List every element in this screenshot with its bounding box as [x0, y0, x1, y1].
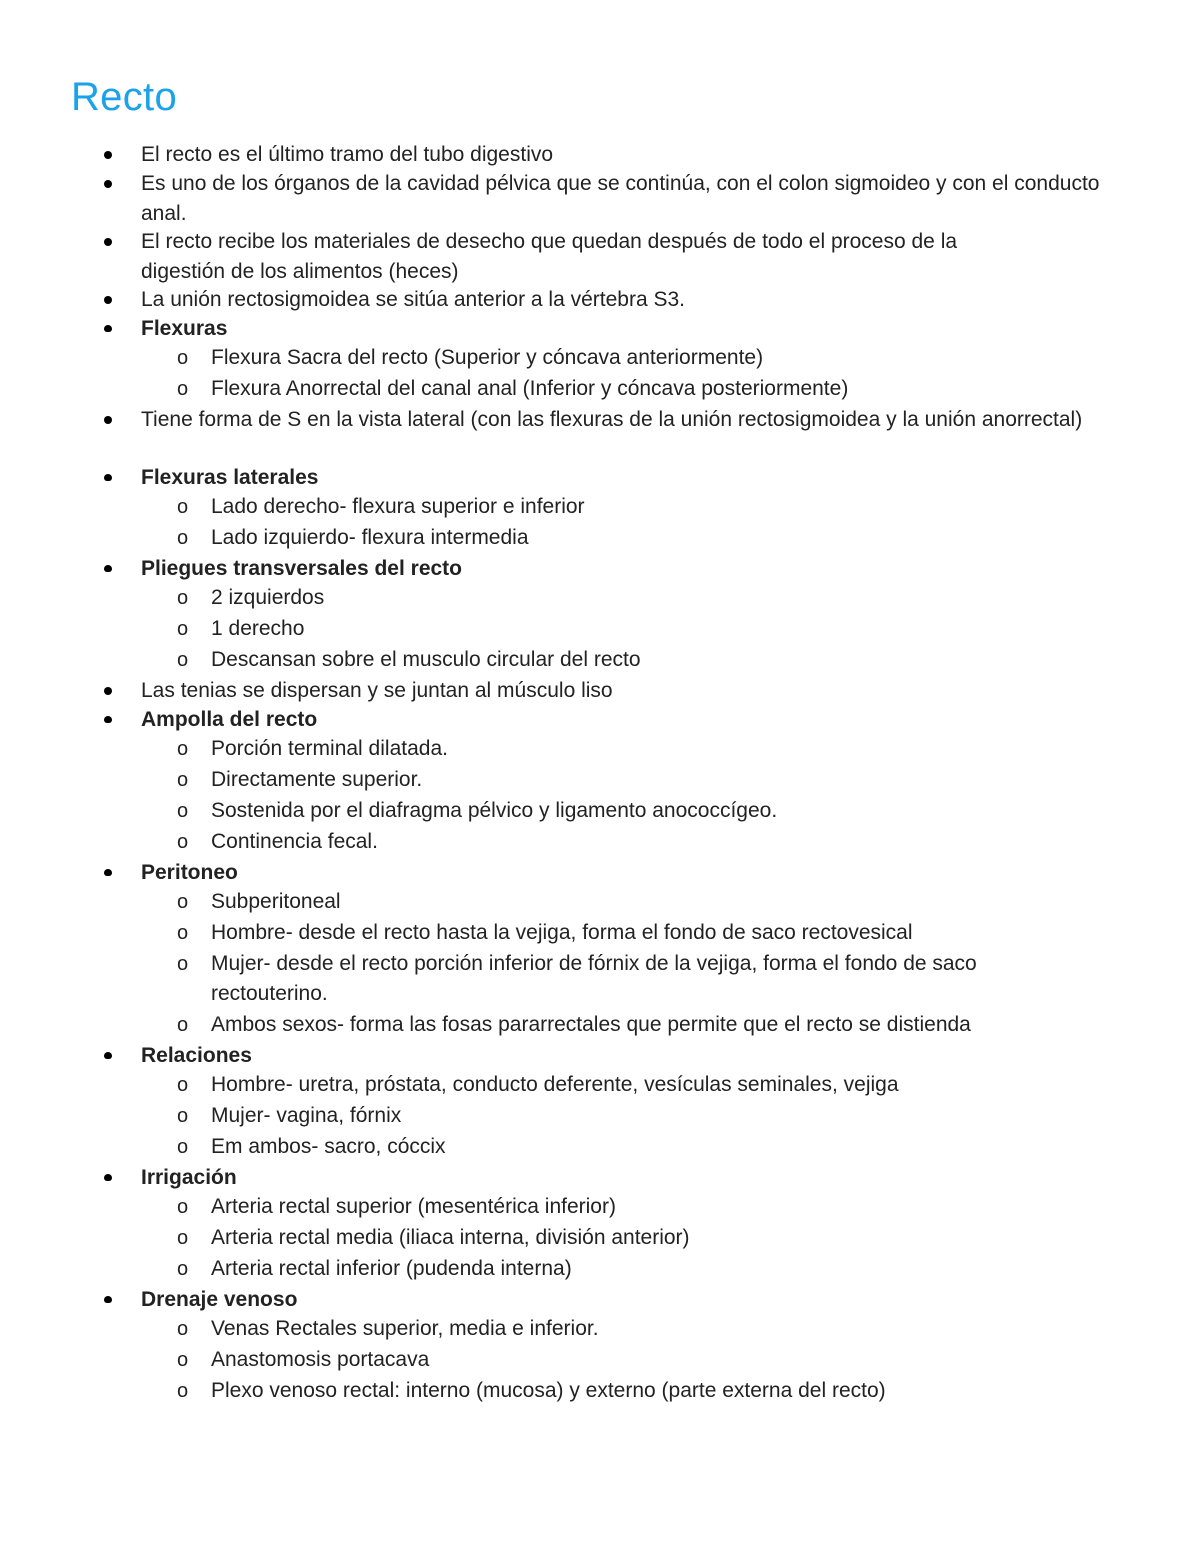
circle-bullet-icon: o [177, 378, 189, 400]
section-heading: Drenaje venoso [0, 1285, 1200, 1314]
bullet-icon [104, 180, 112, 188]
section-heading: Flexuras [0, 314, 1200, 343]
sub-list-item: o 2 izquierdos [0, 583, 1200, 614]
circle-bullet-icon: o [177, 738, 189, 760]
page-title: Recto [71, 75, 177, 119]
sub-list-item: o Lado derecho- flexura superior e inferior [0, 492, 1200, 523]
section-heading: Flexuras laterales [0, 463, 1200, 492]
sub-list-item: o Arteria rectal superior (mesentérica inferior) [0, 1192, 1200, 1223]
circle-bullet-icon: o [177, 891, 189, 913]
list-item: Las tenias se dispersan y se juntan al músculo liso [0, 676, 1200, 705]
sub-list-item: o Porción terminal dilatada. [0, 734, 1200, 765]
list-item: Es uno de los órganos de la cavidad pélvica que se continúa, con el colon sigmoideo y con el conducto anal. [0, 169, 1200, 227]
sub-list-item: o Hombre- uretra, próstata, conducto deferente, vesículas seminales, vejiga [0, 1070, 1200, 1101]
circle-bullet-icon: o [177, 953, 189, 975]
circle-bullet-icon: o [177, 922, 189, 944]
sub-list-item: o Mujer- desde el recto porción inferior de fórnix de la vejiga, forma el fondo de saco rectouterino. [0, 949, 1200, 1010]
circle-bullet-icon: o [177, 1318, 189, 1340]
sub-list-item: o Ambos sexos- forma las fosas pararrectales que permite que el recto se distienda [0, 1010, 1200, 1041]
sub-list-item: o Flexura Anorrectal del canal anal (Inferior y cóncava posteriormente) [0, 374, 1200, 405]
circle-bullet-icon: o [177, 527, 189, 549]
circle-bullet-icon: o [177, 769, 189, 791]
bullet-icon [104, 325, 112, 332]
sub-list-item: o Plexo venoso rectal: interno (mucosa) y externo (parte externa del recto) [0, 1376, 1200, 1407]
sub-list-item: o 1 derecho [0, 614, 1200, 645]
section-heading: Pliegues transversales del recto [0, 554, 1200, 583]
sub-list-item: o Continencia fecal. [0, 827, 1200, 858]
sub-list-item: o Subperitoneal [0, 887, 1200, 918]
circle-bullet-icon: o [177, 1258, 189, 1280]
sub-list-item: o Hombre- desde el recto hasta la vejiga, forma el fondo de saco rectovesical [0, 918, 1200, 949]
section-heading: Relaciones [0, 1041, 1200, 1070]
circle-bullet-icon: o [177, 831, 189, 853]
circle-bullet-icon: o [177, 618, 189, 640]
section-heading: Irrigación [0, 1163, 1200, 1192]
list-item: El recto recibe los materiales de desecho que quedan después de todo el proceso de la digestión de los alimentos (heces) [0, 227, 1200, 285]
bullet-icon [104, 296, 112, 304]
circle-bullet-icon: o [177, 1349, 189, 1371]
sub-list-item: o Descansan sobre el musculo circular del recto [0, 645, 1200, 676]
sub-list-item: o Sostenida por el diafragma pélvico y ligamento anococcígeo. [0, 796, 1200, 827]
sub-list-item: o Arteria rectal inferior (pudenda interna) [0, 1254, 1200, 1285]
circle-bullet-icon: o [177, 800, 189, 822]
bullet-icon [104, 151, 112, 159]
sub-list-item: o Mujer- vagina, fórnix [0, 1101, 1200, 1132]
circle-bullet-icon: o [177, 1014, 189, 1036]
circle-bullet-icon: o [177, 587, 189, 609]
circle-bullet-icon: o [177, 649, 189, 671]
section-heading: Ampolla del recto [0, 705, 1200, 734]
list-item: Tiene forma de S en la vista lateral (con las flexuras de la unión rectosigmoidea y la unión anorrectal) [0, 405, 1200, 463]
circle-bullet-icon: o [177, 1136, 189, 1158]
section-heading: Peritoneo [0, 858, 1200, 887]
bullet-icon [104, 869, 112, 876]
sub-list-item: o Em ambos- sacro, cóccix [0, 1132, 1200, 1163]
sub-list-item: o Anastomosis portacava [0, 1345, 1200, 1376]
bullet-list [0, 140, 1200, 1407]
circle-bullet-icon: o [177, 1380, 189, 1402]
circle-bullet-icon: o [177, 1074, 189, 1096]
bullet-icon [104, 474, 112, 481]
bullet-icon [104, 1296, 112, 1303]
circle-bullet-icon: o [177, 496, 189, 518]
circle-bullet-icon: o [177, 1105, 189, 1127]
bullet-icon [104, 565, 112, 572]
sub-list-item: o Venas Rectales superior, media e inferior. [0, 1314, 1200, 1345]
bullet-icon [104, 716, 112, 723]
list-item: El recto es el último tramo del tubo digestivo [0, 140, 1200, 169]
bullet-icon [104, 1052, 112, 1059]
circle-bullet-icon: o [177, 1196, 189, 1218]
list-item: La unión rectosigmoidea se sitúa anterior a la vértebra S3. [0, 285, 1200, 314]
sub-list-item: o Flexura Sacra del recto (Superior y cóncava anteriormente) [0, 343, 1200, 374]
bullet-icon [104, 238, 112, 246]
bullet-icon [104, 687, 112, 695]
circle-bullet-icon: o [177, 1227, 189, 1249]
sub-list-item: o Lado izquierdo- flexura intermedia [0, 523, 1200, 554]
bullet-icon [104, 416, 112, 424]
bullet-icon [104, 1174, 112, 1181]
sub-list-item: o Directamente superior. [0, 765, 1200, 796]
circle-bullet-icon: o [177, 347, 189, 369]
sub-list-item: o Arteria rectal media (iliaca interna, división anterior) [0, 1223, 1200, 1254]
